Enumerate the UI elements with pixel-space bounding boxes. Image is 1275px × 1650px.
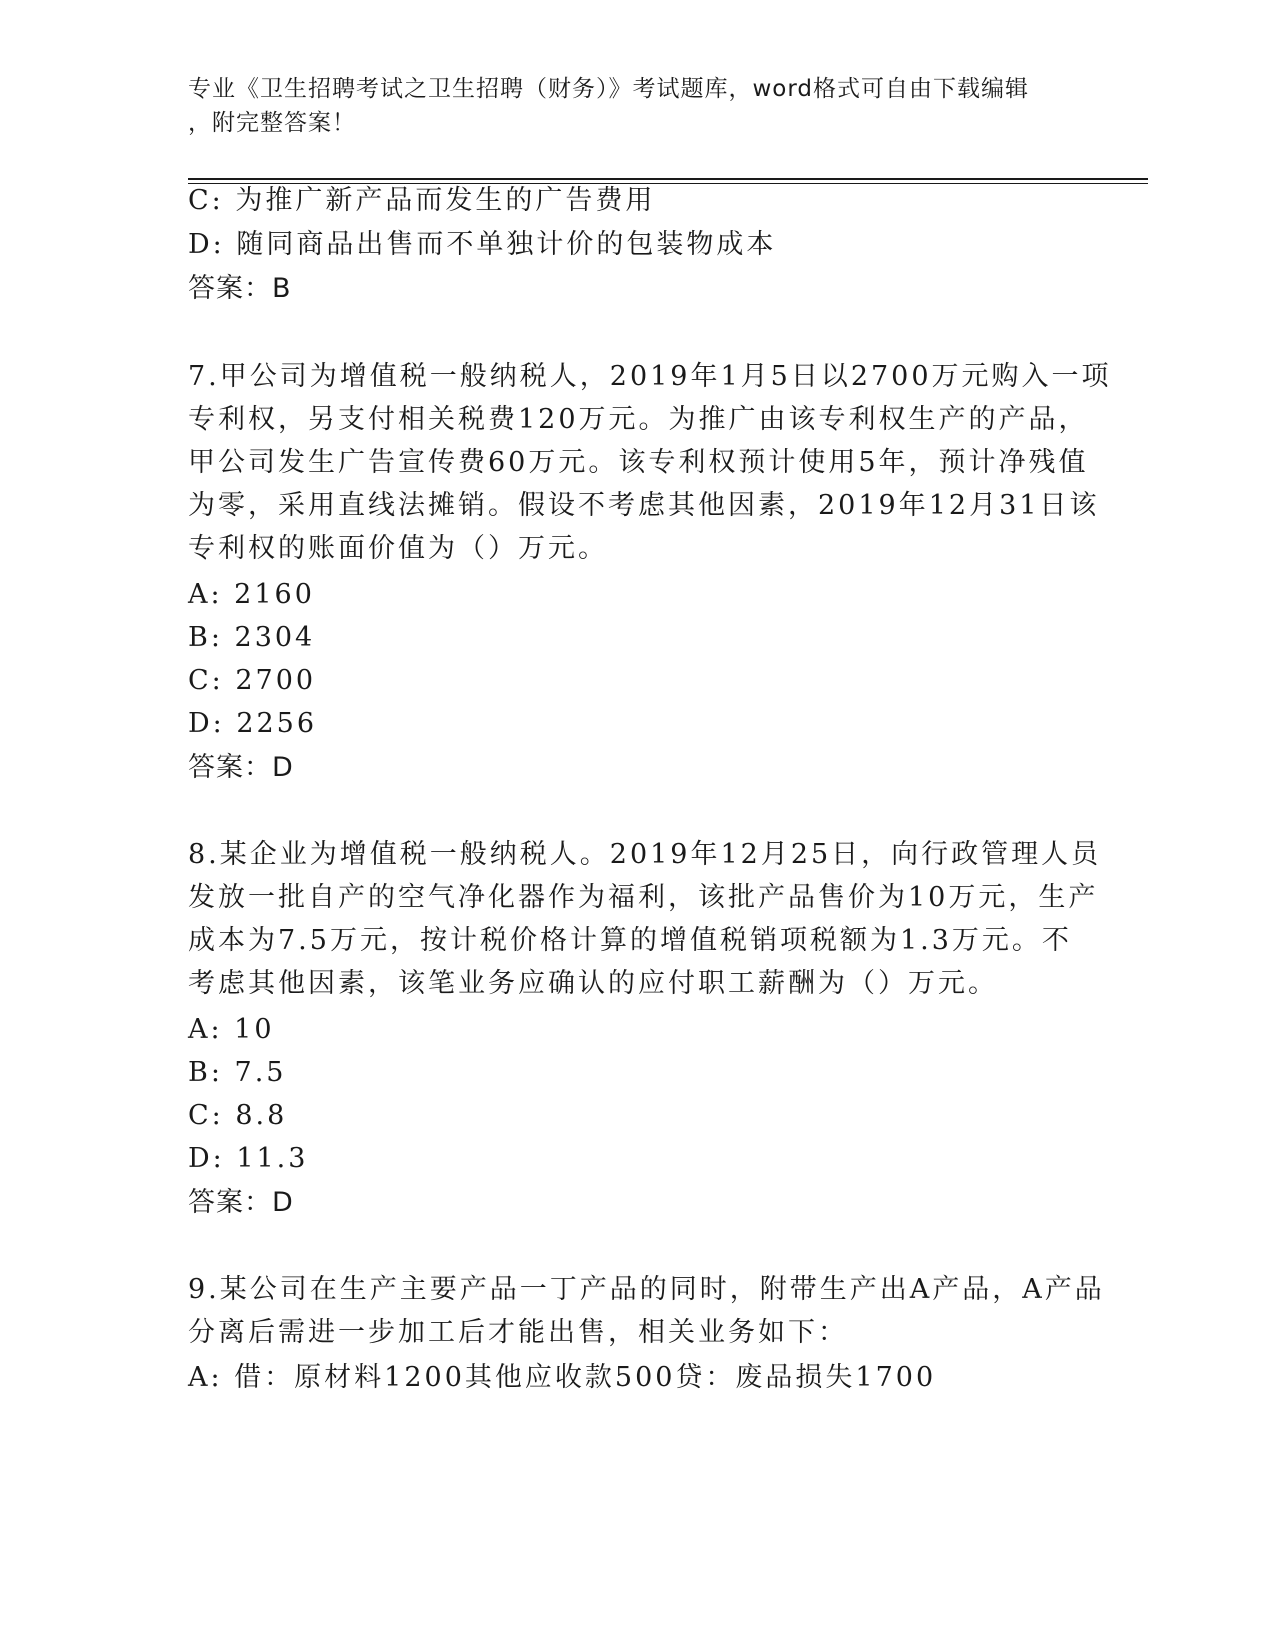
question-7-stem-line: 7.甲公司为增值税一般纳税人，2019年1月5日以2700万元购入一项 [188,361,1112,392]
question-7-stem-line: 专利权，另支付相关税费120万元。为推广由该专利权生产的产品， [188,404,1089,435]
question-8-stem-line: 发放一批自产的空气净化器作为福利，该批产品售价为10万元，生产 [188,882,1099,913]
question-7-option-b: B: 2304 [188,622,316,653]
question-8-option-b: B: 7.5 [188,1057,287,1088]
question-7-option-d: D: 2256 [188,708,318,739]
answer-label: 答案：B [188,273,292,304]
question-8-stem-line: 考虑其他因素，该笔业务应确认的应付职工薪酬为（）万元。 [188,968,998,999]
page-header [188,72,1068,140]
question-9-stem-line: 9.某公司在生产主要产品一丁产品的同时，附带生产出A产品，A产品 [188,1274,1105,1305]
question-8-stem-line: 成本为7.5万元，按计税价格计算的增值税销项税额为1.3万元。不 [188,925,1072,956]
question-8-option-c: C: 8.8 [188,1100,288,1131]
question-8-stem-line: 8.某企业为增值税一般纳税人。2019年12月25日，向行政管理人员 [188,839,1102,870]
header-divider-thick [188,178,1148,180]
question-7-option-a: A: 2160 [188,579,315,610]
question-7-stem-line: 专利权的账面价值为（）万元。 [188,533,608,564]
option-c: C: 为推广新产品而发生的广告费用 [188,185,656,216]
question-7-stem-line: 为零，采用直线法摊销。假设不考虑其他因素，2019年12月31日该 [188,490,1100,521]
question-7-stem-line: 甲公司发生广告宣传费60万元。该专利权预计使用5年，预计净残值 [188,447,1089,478]
option-d: D: 随同商品出售而不单独计价的包装物成本 [188,229,777,260]
header-title-line-2: ，附完整答案！ [188,110,356,136]
question-7-option-c: C: 2700 [188,665,317,696]
question-7-answer: 答案：D [188,752,294,783]
header-title-line-1: 专业《卫生招聘考试之卫生招聘（财务）》考试题库，word格式可自由下载编辑 [188,76,1030,102]
question-8-option-a: A: 10 [188,1014,275,1045]
question-9-stem-line: 分离后需进一步加工后才能出售，相关业务如下： [188,1317,848,1348]
question-8-option-d: D: 11.3 [188,1143,309,1174]
question-9-option-a: A: 借：原材料1200其他应收款500贷：废品损失1700 [188,1362,937,1393]
question-8-answer: 答案：D [188,1187,294,1218]
